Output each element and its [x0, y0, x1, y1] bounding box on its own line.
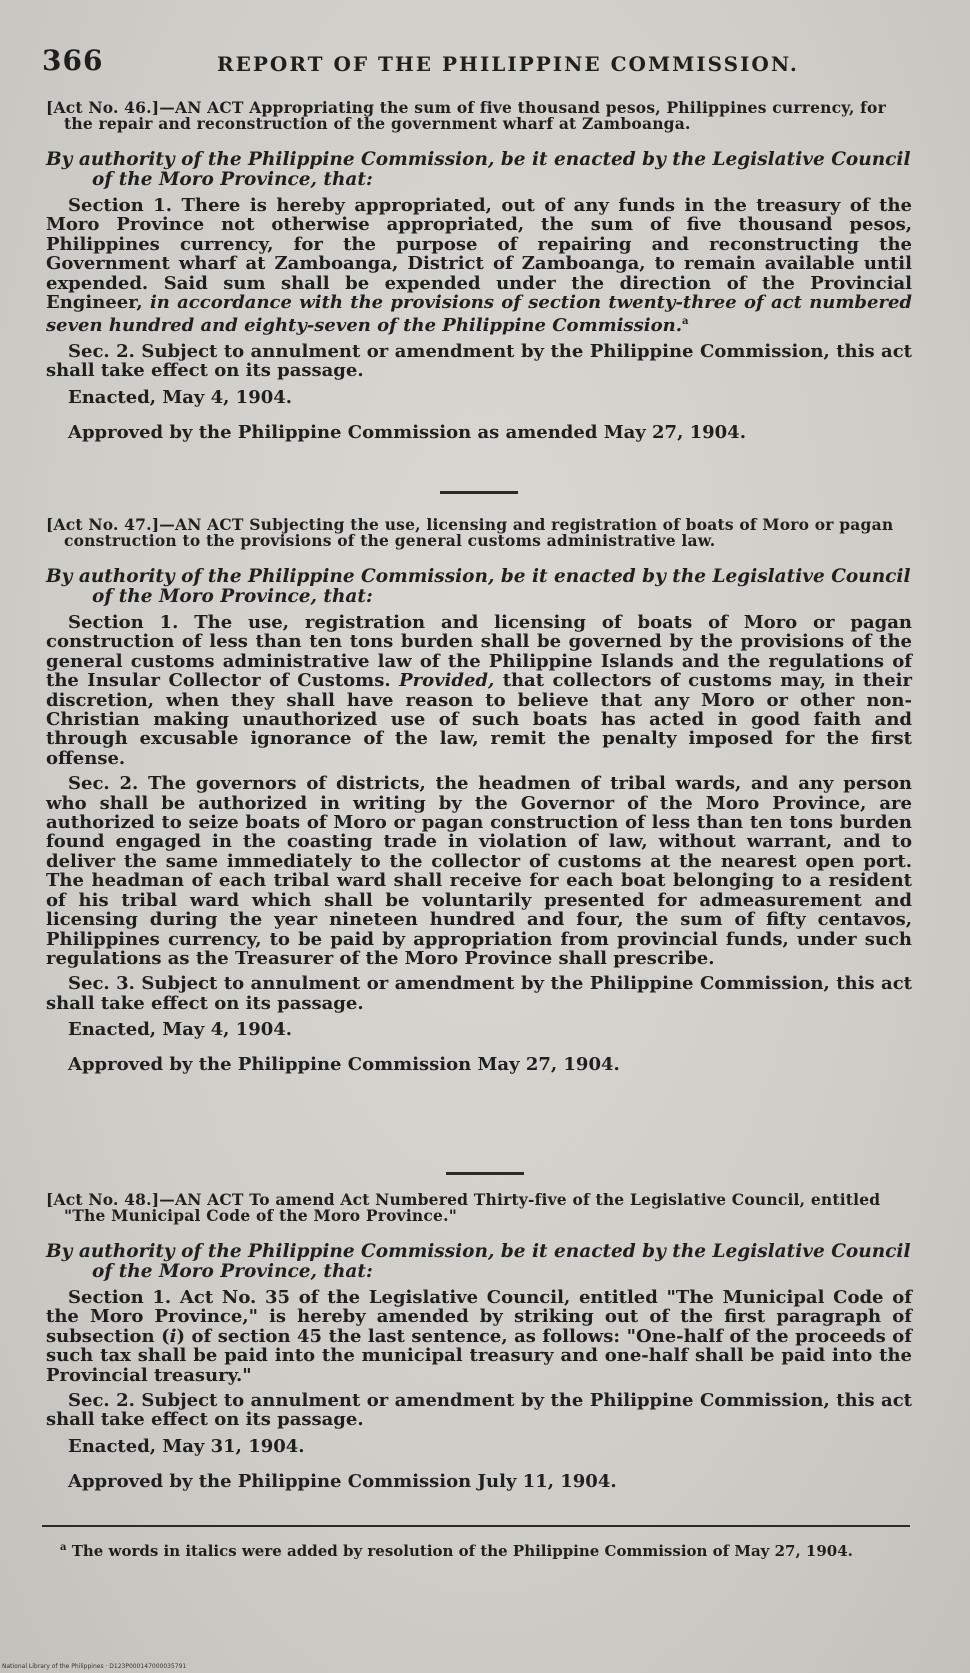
- enacted-date: Enacted, May 4, 1904.: [68, 1019, 293, 1041]
- act-46: [46, 100, 912, 443]
- separator-rule: [440, 491, 518, 494]
- section-3: Sec. 3. Subject to annulment or amendment by the Philippine Commission, this act shall take effect on its passage.: [46, 973, 912, 1014]
- approved-date: Approved by the Philippine Commission July 11, 1904.: [68, 1470, 617, 1492]
- act-title: [Act No. 48.]—AN ACT To amend Act Numbered Thirty-five of the Legislative Council, entitled "The Municipal Code of the Moro Province.": [46, 1190, 881, 1225]
- footnote-text: The words in italics were added by resolution of the Philippine Commission of May 27, 1904.: [66, 1542, 853, 1560]
- footnote-marker: a: [681, 316, 689, 328]
- section-2: Sec. 2. Subject to annulment or amendment by the Philippine Commission, this act shall take effect on its passage.: [46, 340, 912, 382]
- separator-rule: [446, 1172, 524, 1175]
- enacted-date: Enacted, May 4, 1904.: [68, 386, 293, 408]
- running-title: REPORT OF THE PHILIPPINE COMMISSION.: [217, 52, 799, 76]
- act-title: [Act No. 47.]—AN ACT Subjecting the use, licensing and registration of boats of Moro or pagan construction to the provisions of the general customs administrative law.: [46, 515, 894, 550]
- approved-date: Approved by the Philippine Commission as amended May 27, 1904.: [68, 421, 746, 443]
- footnote-rule: [42, 1525, 910, 1527]
- section-1: Section 1. There is hereby appropriated, out of any funds in the treasury of the Moro Province not otherwise appropriated, the sum of five thousand pesos, Philippines currency, for the purpose of repairing and reconstructing the Government wharf at Zamboanga, District of Zamboanga, to remain available until expended. Said sum shall be expended under the direction of the Provincial Engineer, in accordance with the provisions of section twenty-three of act numbered seven hundred and eighty-seven of the Philippine Commission.$^a$: [46, 195, 912, 337]
- act-title: [Act No. 46.]—AN ACT Appropriating the sum of five thousand pesos, Philippines currency, for the repair and reconstruction of the government wharf at Zamboanga.: [46, 98, 886, 133]
- enacted-date: Enacted, May 31, 1904.: [68, 1435, 305, 1457]
- enacting-clause: By authority of the Philippine Commission, be it enacted by the Legislative Council of the Moro Province, that:: [46, 149, 911, 190]
- approved-date: Approved by the Philippine Commission May 27, 1904.: [68, 1054, 620, 1076]
- section-1: Section 1. The use, registration and licensing of boats of Moro or pagan construction of less than ten tons burden shall be governed by the provisions of the general customs administrative law of the Philippine Islands and the regulations of the Insular Collector of Customs. Provided, that collectors of customs may, in their discretion, when they shall have reason to believe that any Moro or other non-Christian making unauthorized use of such boats has acted in good faith and through excusable ignorance of the law, remit the penalty imposed for the first offense.: [46, 612, 912, 769]
- section-1: Section 1. Act No. 35 of the Legislative Council, entitled "The Municipal Code of the Moro Province," is hereby amended by striking out of the first paragraph of subsection (i) of section 45 the last sentence, as follows: "One-half of the proceeds of such tax shall be paid into the municipal treasury and one-half shall be paid into the Provincial treasury.": [46, 1287, 912, 1386]
- act-48: [46, 1192, 912, 1492]
- scan-imprint: National Library of the Philippines · D123P000147000035791: [2, 1663, 187, 1670]
- page-header: [42, 44, 922, 84]
- enacting-clause: By authority of the Philippine Commission, be it enacted by the Legislative Council of the Moro Province, that:: [46, 1241, 911, 1282]
- footnote-marker: a: [60, 1542, 67, 1553]
- enacting-clause: By authority of the Philippine Commission, be it enacted by the Legislative Council of the Moro Province, that:: [46, 566, 911, 607]
- section-2: Sec. 2. The governors of districts, the headmen of tribal wards, and any person who shall be authorized in writing by the Governor of the Moro Province, are authorized to seize boats of Moro or pagan construction of less than ten tons burden found engaged in the coasting trade in violation of law, without warrant, and to deliver the same immediately to the collector of customs at the nearest open port. The headman of each tribal ward shall receive for each boat belonging to a resident of his tribal ward which shall be voluntarily presented for admeasurement and licensing during the year nineteen hundred and four, the sum of fifty centavos, Philippines currency, to be paid by appropriation from provincial funds, under such regulations as the Treasurer of the Moro Province shall prescribe.: [46, 773, 912, 969]
- page-number: 366: [42, 44, 104, 77]
- act-47: [46, 517, 912, 1075]
- footnote: [46, 1540, 912, 1559]
- section-2: Sec. 2. Subject to annulment or amendment by the Philippine Commission, this act shall take effect on its passage.: [46, 1390, 912, 1431]
